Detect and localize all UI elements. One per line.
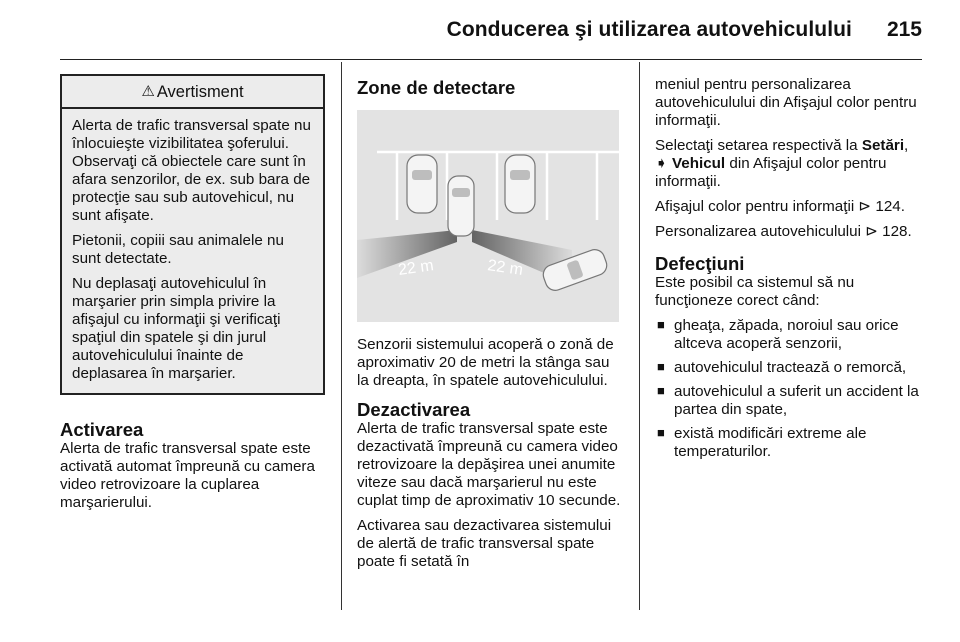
menu-setari: Setări <box>861 137 905 154</box>
warning-paragraph: Nu deplasaţi autovehiculul în marşarier prin simpla privire la afişajul cu informaţii şi verificaţi spaţiul din spatele şi din jurul autovehiculului înainte de deplasarea în marşarier. <box>72 275 281 382</box>
activarea-heading: Activarea <box>60 419 144 440</box>
defectiuni-list <box>655 317 923 461</box>
select-suffix: din Afişajul color pentru informaţii. <box>655 155 887 190</box>
zone-text: Senzorii sistemului acoperă o zonă de aproximativ 20 de metri la stânga sau la dreapta, în spatele autovehiculului. <box>357 336 614 389</box>
right-distance-label: 22 m <box>486 257 525 279</box>
continued-text: meniul pentru personalizarea autovehiculului din Afişajul color pentru informaţii. <box>655 76 917 129</box>
zone-heading: Zone de detectare <box>357 77 516 98</box>
select-setting-text <box>655 137 923 191</box>
list-item: ■ autovehiculul tractează o remorcă, <box>655 359 923 377</box>
header-title: Conducerea şi utilizarea autovehiculului <box>446 18 852 41</box>
dezactivarea-text-2: Activarea sau dezactivarea sistemului de alertă de trafic transversal spate poate fi setată în <box>357 517 612 570</box>
detection-zone-figure <box>357 110 619 322</box>
page-header <box>60 18 922 60</box>
column-divider-1 <box>341 62 342 610</box>
list-item: ■ există modificări extreme ale temperaturilor. <box>655 425 923 461</box>
arrow-icon: ➧ <box>655 155 668 172</box>
list-item: ■ autovehiculul a suferit un accident la partea din spate, <box>655 383 923 419</box>
column-3 <box>655 62 923 467</box>
left-distance-label: 22 m <box>397 257 435 279</box>
column-divider-2 <box>639 62 640 610</box>
warning-paragraph: Pietonii, copiii sau animalele nu sunt detectate. <box>72 232 284 267</box>
warning-header <box>62 76 323 109</box>
column-1 <box>60 62 325 519</box>
warning-icon: ⚠ <box>141 82 155 100</box>
reference-info-display: Afişajul color pentru informaţii ⊳ 124. <box>655 198 905 215</box>
list-item: ■ gheaţa, zăpada, noroiul sau orice altceva acoperă senzorii, <box>655 317 923 353</box>
comma: , <box>904 137 909 154</box>
column-2 <box>357 62 625 578</box>
warning-box <box>60 74 325 395</box>
warning-paragraph: Alerta de trafic transversal spate nu înlocuieşte vizibilitatea şoferului. Observaţi că obiectele care sunt în afara senzorilor, de ex. sub bara de protecţie sau sub autovehicul, nu sunt afişate. <box>72 117 311 224</box>
defectiuni-intro: Este posibil ca sistemul să nu funcţioneze corect când: <box>655 274 855 309</box>
select-prefix: Selectaţi setarea respectivă la <box>655 137 862 154</box>
menu-vehicul: Vehicul <box>671 155 726 172</box>
warning-body <box>62 109 323 393</box>
detection-zone-illustration <box>357 110 619 322</box>
page-number: 215 <box>886 18 922 41</box>
reference-personalization: Personalizarea autovehiculului ⊳ 128. <box>655 223 912 240</box>
defectiuni-heading: Defecţiuni <box>655 253 745 274</box>
dezactivarea-text-1: Alerta de trafic transversal spate este dezactivată împreună cu camera video retrovizoare la depăşirea unei anumite viteze sau dacă marşarierul nu este cuplat timp de aproximativ 10 secunde. <box>357 420 621 509</box>
warning-title: Avertisment <box>156 82 244 101</box>
activarea-text: Alerta de trafic transversal spate este activată automat împreună cu camera video retrovizoare la cuplarea marşarierului. <box>60 440 315 511</box>
dezactivarea-heading: Dezactivarea <box>357 399 471 420</box>
